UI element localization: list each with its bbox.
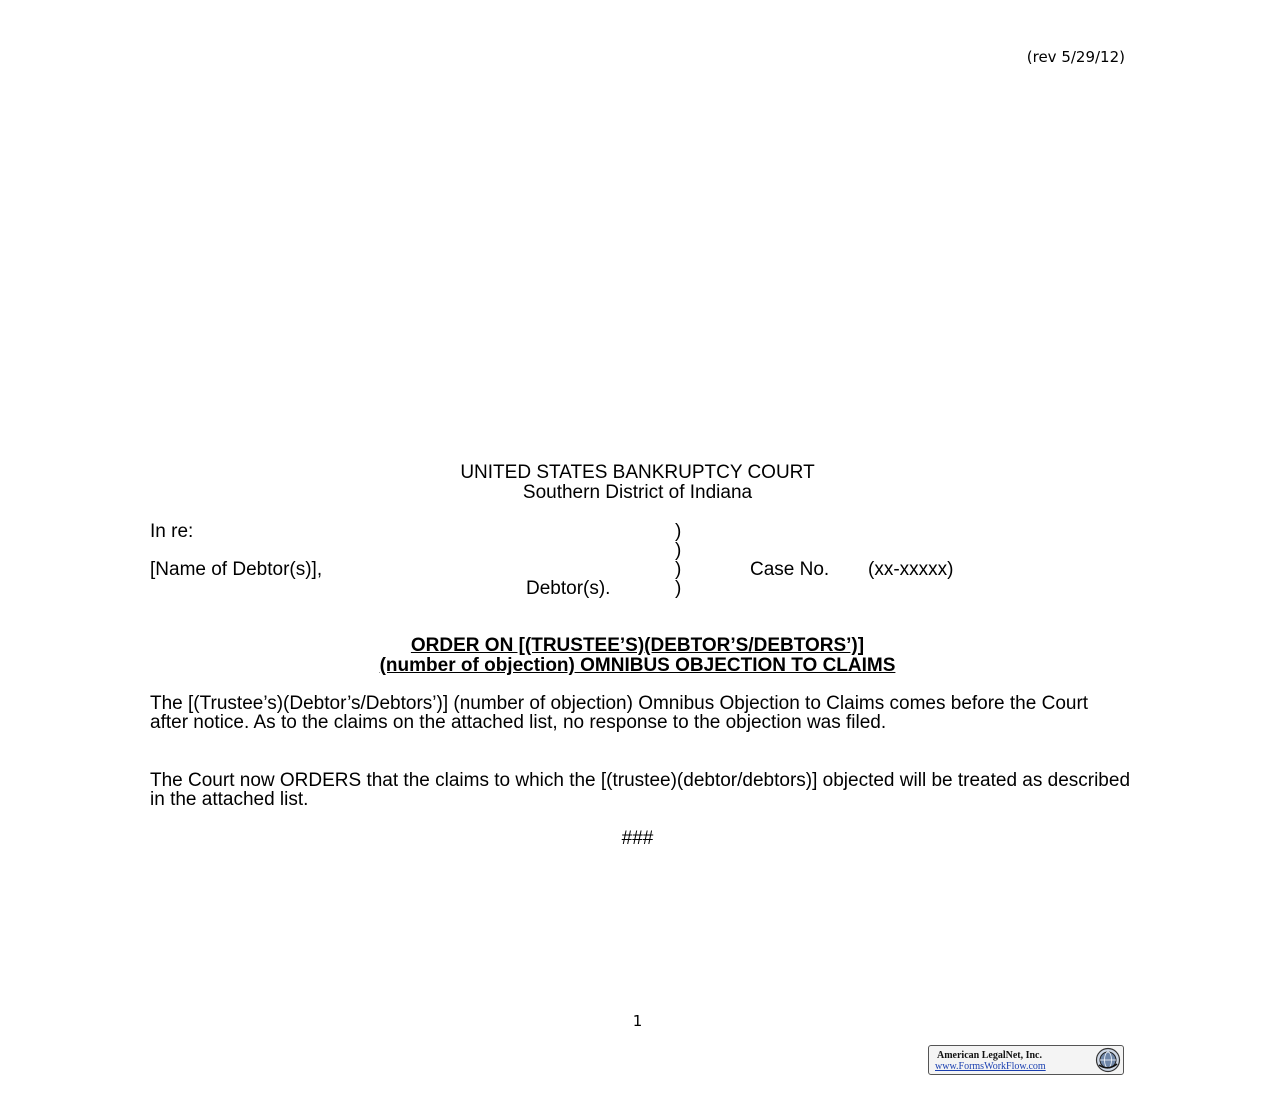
court-district: Southern District of Indiana: [522, 482, 753, 503]
order-title: [0, 636, 1275, 676]
order-paragraph-ruling: The Court now ORDERS that the claims to which the [(trustee)(debtor/debtors)] objected will be treated as described in the attached list.: [150, 770, 1131, 810]
page-number: 1: [632, 1012, 643, 1030]
caption-paren: ): [675, 559, 682, 580]
debtor-name: [Name of Debtor(s)],: [150, 559, 323, 580]
logo-website-link[interactable]: www.FormsWorkFlow.com: [935, 1061, 1046, 1072]
end-of-order-mark: ###: [621, 828, 654, 849]
revision-date: (rev 5/29/12): [1026, 48, 1125, 66]
globe-icon: [1095, 1047, 1121, 1073]
caption-paren: ): [675, 578, 682, 599]
order-title-line1: ORDER ON [(TRUSTEE’S)(DEBTOR’S/DEBTORS’)]: [410, 635, 865, 656]
in-re-label: In re:: [150, 521, 194, 542]
order-paragraph-notice: The [(Trustee’s)(Debtor’s/Debtors’)] (number of objection) Omnibus Objection to Claims comes before the Court after notice. As to the claims on the attached list, no response to the objection was filed.: [150, 693, 1089, 733]
court-heading: [0, 463, 1275, 503]
publisher-logo[interactable]: [928, 1045, 1124, 1075]
debtor-label: Debtor(s).: [526, 578, 611, 599]
case-number-value: (xx-xxxxx): [868, 559, 954, 580]
case-number-label: Case No.: [750, 559, 830, 580]
logo-company-name: American LegalNet, Inc.: [937, 1050, 1042, 1061]
court-name: UNITED STATES BANKRUPTCY COURT: [460, 462, 815, 483]
caption-paren: ): [675, 540, 682, 561]
caption-paren: ): [675, 521, 682, 542]
order-title-line2: (number of objection) OMNIBUS OBJECTION TO CLAIMS: [379, 655, 896, 676]
